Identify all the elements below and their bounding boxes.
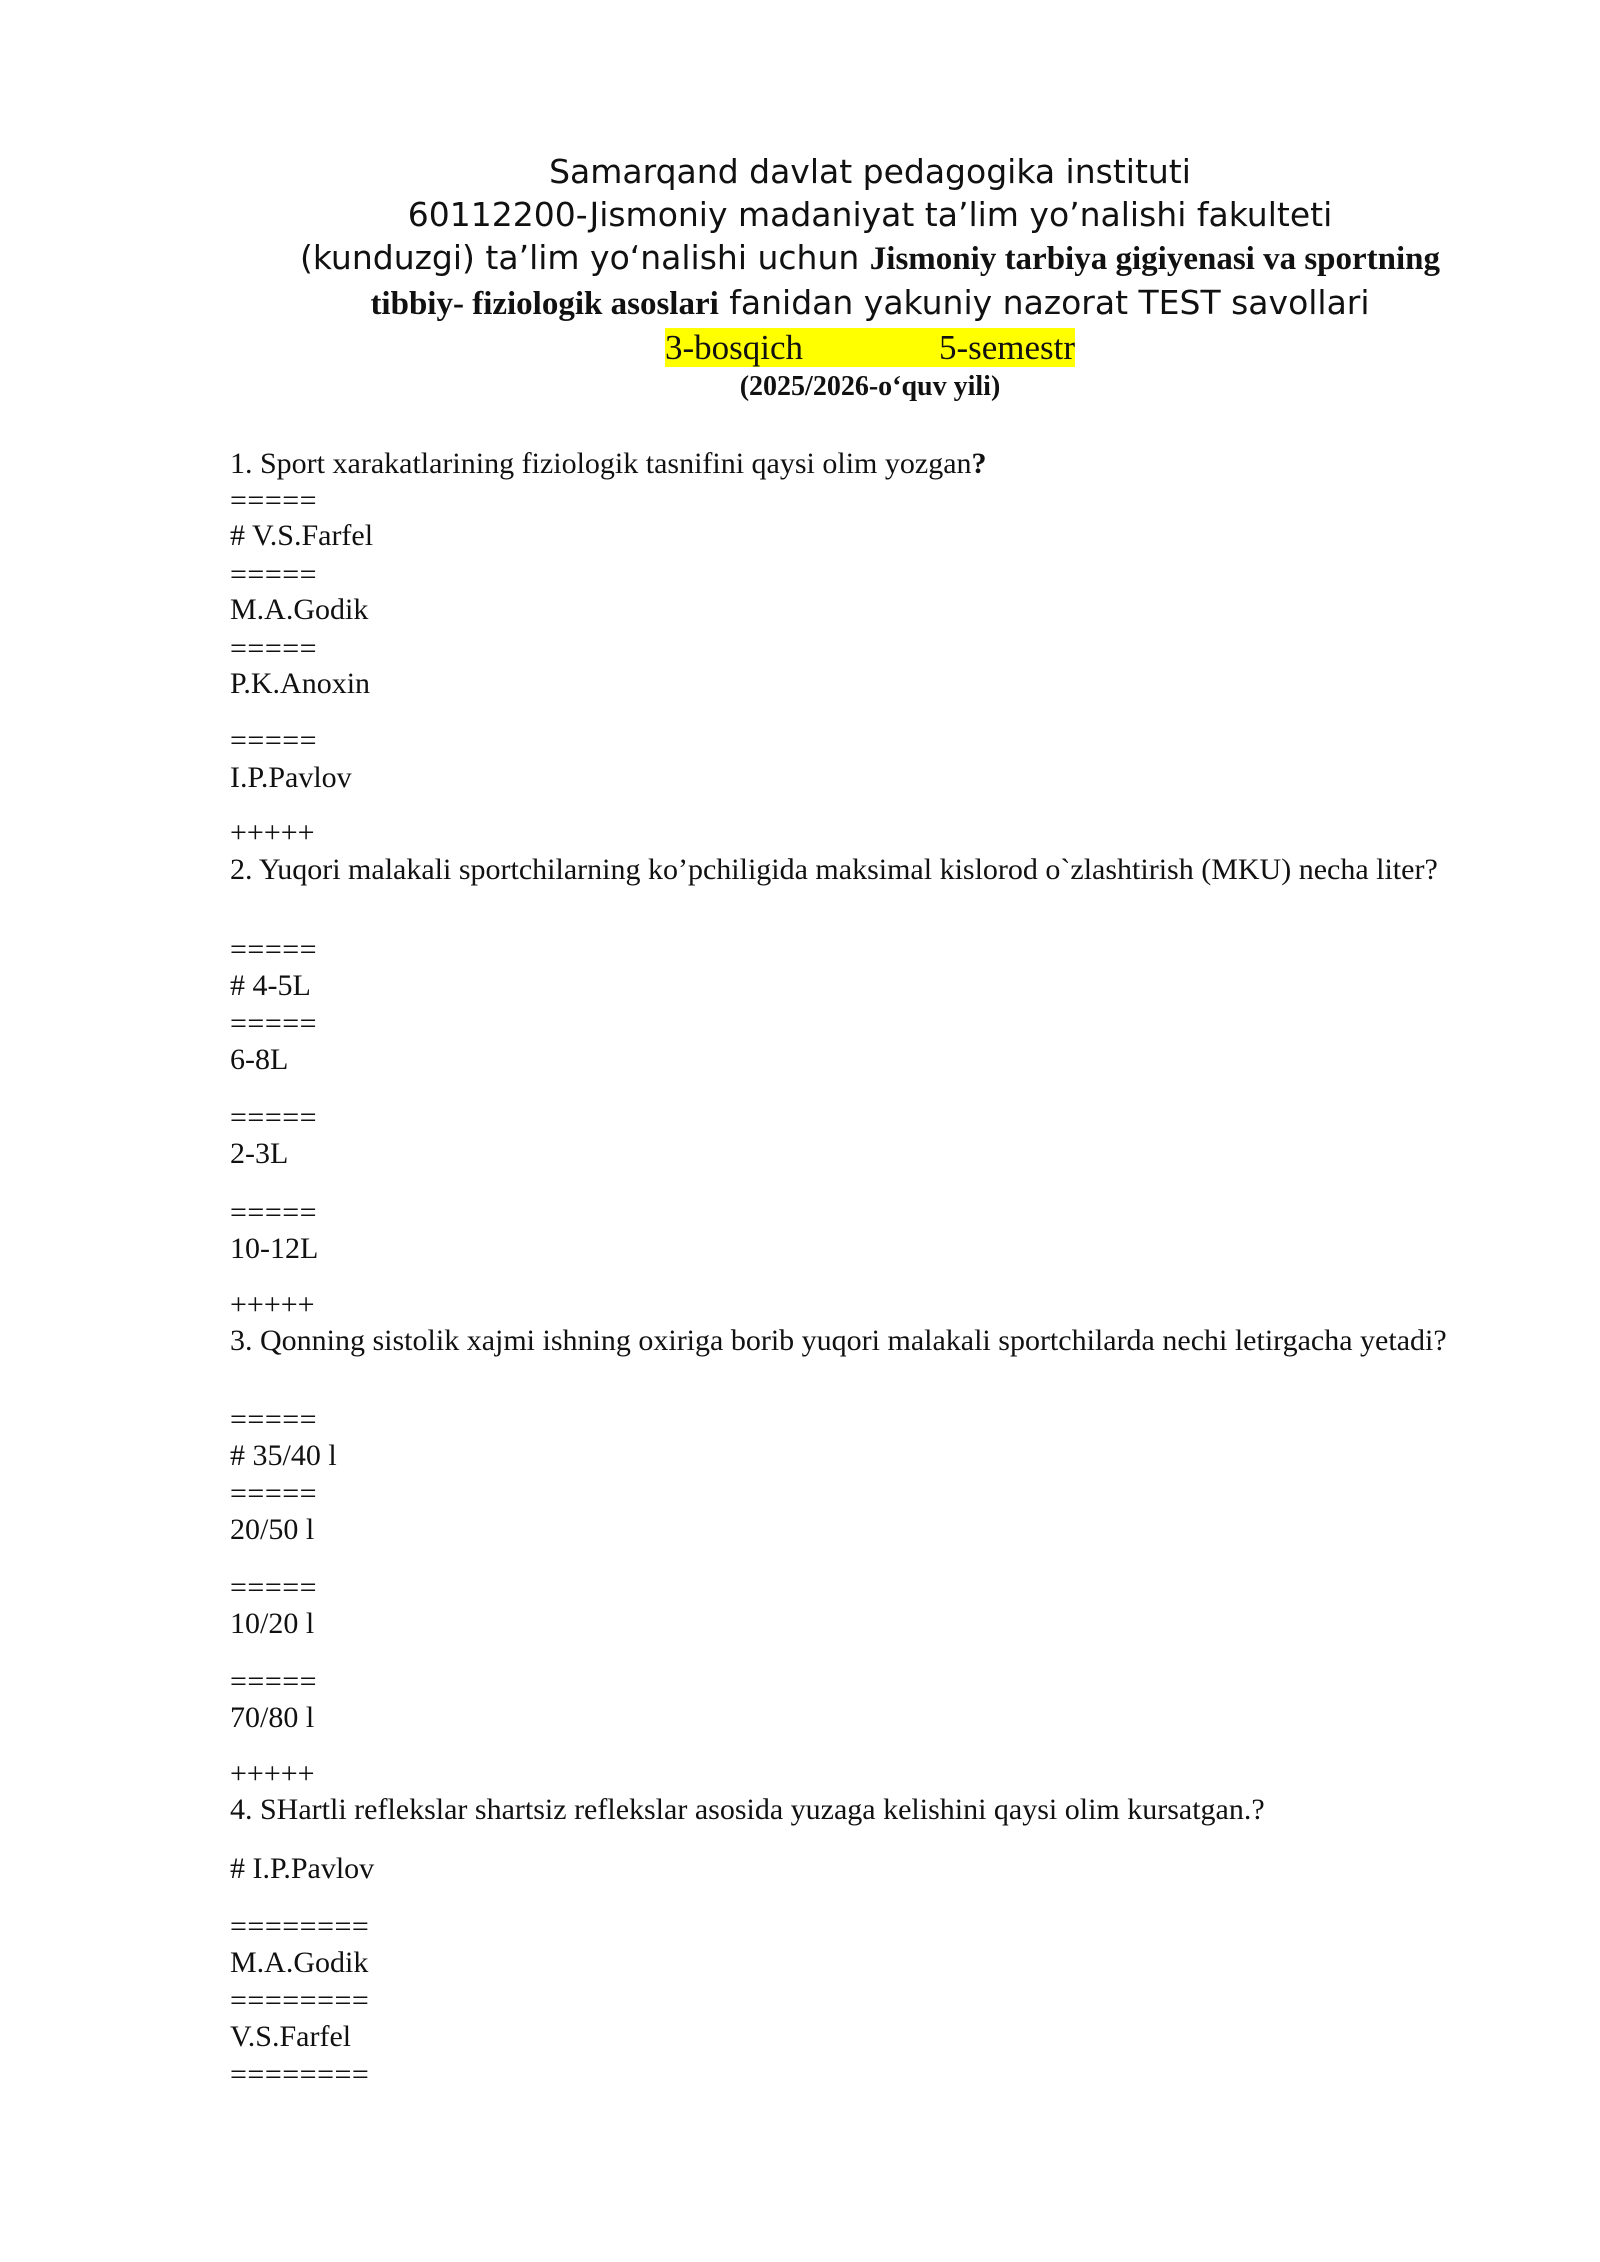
separator: ===== <box>230 484 318 517</box>
question-1-answer-3: P.K.Anoxin <box>230 667 371 700</box>
separator: ======== <box>230 1984 370 2017</box>
subject-line-1 <box>230 236 1510 281</box>
separator: ===== <box>230 1477 318 1510</box>
question-2-answer-2: 6-8L <box>230 1043 289 1076</box>
question-2-answer-3: 2-3L <box>230 1137 289 1170</box>
stage-semester-highlight <box>665 328 1075 367</box>
academic-year: (2025/2026-o‘quv yili) <box>739 371 1001 402</box>
question-2-answer-correct: # 4-5L <box>230 969 311 1002</box>
subject-name-part-1: Jismoniy tarbiya gigiyenasi va sportning <box>869 241 1441 277</box>
question-4-answer-correct: # I.P.Pavlov <box>230 1852 375 1885</box>
institute-name: Samarqand davlat pedagogika instituti <box>549 152 1191 191</box>
question-1-answer-4: I.P.Pavlov <box>230 761 352 794</box>
question-1-answer-2: M.A.Godik <box>230 593 369 626</box>
question-3-answer-correct: # 35/40 l <box>230 1439 337 1472</box>
question-4-answer-3: V.S.Farfel <box>230 2020 352 2053</box>
question-3-text: 3. Qonning sistolik xajmi ishning oxiriga borib yuqori malakali sportchilarda nechi letirgacha yetadi? <box>230 1324 1447 1357</box>
separator: ===== <box>230 933 318 966</box>
question-3-answer-4: 70/80 l <box>230 1701 315 1734</box>
test-title-text: fanidan yakuniy nazorat TEST savollari <box>718 283 1370 322</box>
stage-label: 3-bosqich <box>664 328 803 367</box>
question-end-marker: +++++ <box>230 1757 315 1790</box>
separator: ===== <box>230 1665 318 1698</box>
separator: ===== <box>230 558 318 591</box>
separator: ======== <box>230 1910 370 1943</box>
separator: ===== <box>230 1196 318 1229</box>
separator: ===== <box>230 724 318 757</box>
question-2-answer-4: 10-12L <box>230 1232 319 1265</box>
stage-semester-line <box>230 326 1510 369</box>
question-4-text: 4. SHartli reflekslar shartsiz reflekslar asosida yuzaga kelishini qaysi olim kursatgan.? <box>230 1793 1265 1826</box>
separator: ===== <box>230 1007 318 1040</box>
faculty-name: 60112200-Jismoniy madaniyat ta’lim yo’nalishi fakulteti <box>407 195 1333 234</box>
question-end-marker: +++++ <box>230 1288 315 1321</box>
question-3-answer-3: 10/20 l <box>230 1607 315 1640</box>
subject-line-2 <box>230 281 1510 326</box>
semester-label: 5-semestr <box>938 328 1076 367</box>
question-1-answer-correct: # V.S.Farfel <box>230 519 374 552</box>
separator: ======== <box>230 2058 370 2091</box>
question-end-marker: +++++ <box>230 816 315 849</box>
separator: ===== <box>230 1403 318 1436</box>
document-header <box>230 150 1510 405</box>
separator: ===== <box>230 632 318 665</box>
study-form-text: (kunduzgi) ta’lim yo‘nalishi uchun <box>299 238 870 277</box>
separator: ===== <box>230 1571 318 1604</box>
subject-name-part-2: tibbiy- fiziologik asoslari <box>370 286 719 322</box>
question-1-text: 1. Sport xarakatlarining fiziologik tasnifini qaysi olim yozgan? <box>230 447 987 480</box>
question-3-answer-2: 20/50 l <box>230 1513 315 1546</box>
question-2-text: 2. Yuqori malakali sportchilarning ko’pchiligida maksimal kislorod o`zlashtirish (MKU) necha liter? <box>230 853 1438 886</box>
question-4-answer-2: M.A.Godik <box>230 1946 369 1979</box>
separator: ===== <box>230 1101 318 1134</box>
